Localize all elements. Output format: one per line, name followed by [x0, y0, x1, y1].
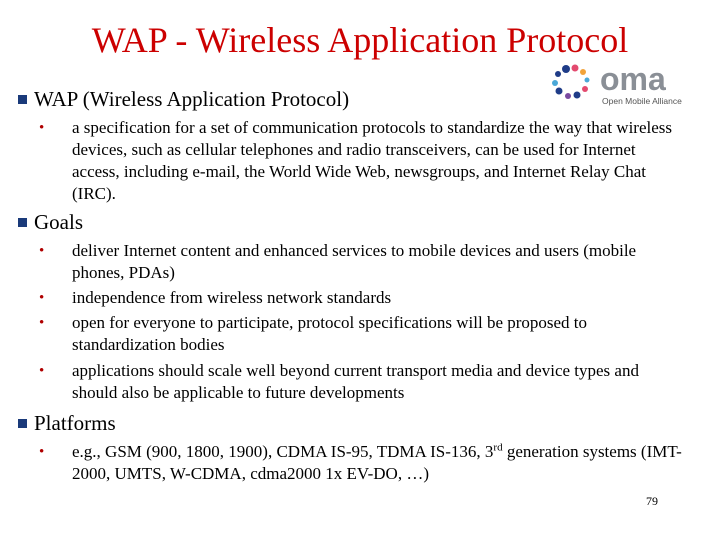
- bullet-icon: •: [39, 444, 45, 460]
- bullet-icon: •: [39, 315, 45, 331]
- square-bullet-icon: [18, 419, 27, 428]
- list-item: [39, 117, 682, 205]
- square-bullet-icon: [18, 95, 27, 104]
- list-item-text: independence from wireless network standards: [72, 288, 392, 307]
- page-number: 79: [646, 494, 658, 508]
- list-item: [39, 287, 682, 309]
- list-item-text: e.g., GSM (900, 1800, 1900), CDMA IS-95, TDMA IS-136, 3rd generation systems (IMT-2000, UMTS, W-CDMA, cdma2000 1x EV-DO, …): [72, 441, 682, 483]
- list-item: [39, 441, 682, 485]
- oma-logo: [548, 60, 710, 110]
- oma-logo-subtitle: Open Mobile Alliance: [602, 96, 682, 106]
- list-item: [39, 312, 682, 356]
- bullet-icon: •: [39, 363, 45, 379]
- bullet-icon: •: [39, 120, 45, 136]
- square-bullet-icon: [18, 218, 27, 227]
- list-item-text: applications should scale well beyond current transport media and device types and should also be applicable to future developments: [72, 361, 639, 402]
- section-heading-platforms: [18, 410, 116, 436]
- list-item-text: a specification for a set of communication protocols to standardize the way that wireless devices, such as cellular telephones and radio transceivers, can be used for Internet access, including e-mail, the World Wide Web, newsgroups, and Internet Relay Chat (IRC).: [72, 118, 672, 203]
- bullet-icon: •: [39, 243, 45, 259]
- section-heading-text: WAP (Wireless Application Protocol): [34, 87, 350, 111]
- list-item-text: open for everyone to participate, protocol specifications will be proposed to standardization bodies: [72, 313, 588, 354]
- section-heading-wap: [18, 86, 349, 112]
- section-heading-goals: [18, 209, 83, 235]
- list-item: [39, 360, 682, 404]
- slide-title: WAP - Wireless Application Protocol: [91, 20, 629, 60]
- list-item-text: deliver Internet content and enhanced services to mobile devices and users (mobile phones, PDAs): [72, 241, 637, 282]
- oma-logo-text: oma: [600, 61, 666, 97]
- bullet-icon: •: [39, 290, 45, 306]
- list-item: [39, 240, 682, 284]
- section-heading-text: Goals: [34, 210, 83, 234]
- section-heading-text: Platforms: [34, 411, 116, 435]
